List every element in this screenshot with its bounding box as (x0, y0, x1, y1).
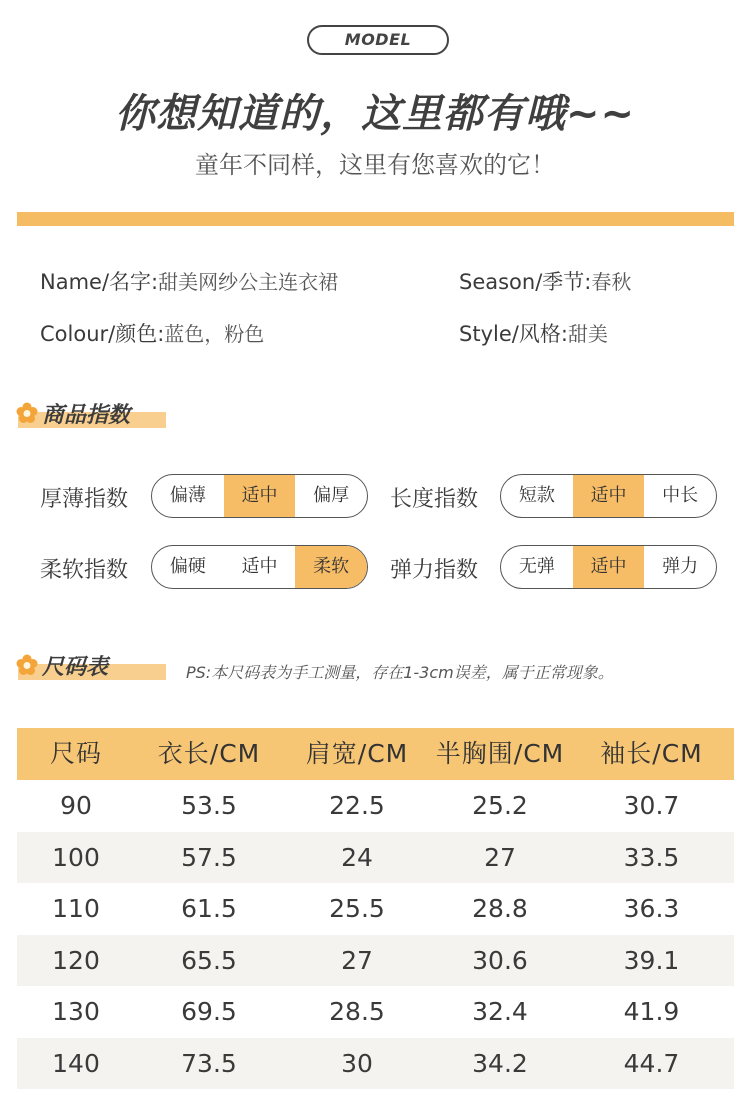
table-cell: 25.5 (329, 894, 385, 923)
colour-label: Colour/颜色: (40, 322, 165, 346)
product-name (40, 266, 338, 296)
table-cell: 44.7 (623, 1048, 680, 1078)
table-cell: 69.5 (181, 997, 237, 1026)
index-option: 偏薄 (169, 485, 206, 506)
size-heading-text: 尺码表 (42, 655, 109, 680)
table-cell: 27 (341, 945, 373, 975)
table-row (17, 935, 734, 987)
index-option: 适中 (241, 556, 278, 577)
table-cell: 110 (52, 894, 100, 923)
table-cell: 57.5 (181, 842, 237, 872)
table-cell: 30.7 (623, 791, 680, 820)
index-option: 偏厚 (313, 485, 350, 506)
index-heading-text: 商品指数 (42, 403, 131, 428)
index-label: 厚薄指数 (40, 487, 129, 512)
index-selector (500, 474, 717, 518)
table-header (17, 728, 734, 780)
index-selector (151, 474, 368, 518)
table-row (17, 780, 734, 832)
table-cell: 120 (52, 945, 100, 975)
index-option: 中长 (662, 485, 699, 506)
style-value: 甜美 (567, 322, 608, 346)
table-cell: 90 (60, 791, 92, 820)
index-section-heading (0, 398, 200, 432)
flower-icon (16, 402, 38, 424)
name-value: 甜美网纱公主连衣裙 (158, 270, 339, 294)
table-cell: 100 (52, 842, 100, 872)
index-selector (500, 545, 717, 589)
page-subtitle: 童年不同样，这里有您喜欢的它！ (195, 151, 555, 179)
table-cell: 73.5 (181, 1048, 237, 1078)
table-cell: 34.2 (472, 1048, 528, 1078)
table-cell: 36.3 (623, 894, 680, 923)
table-cell: 130 (52, 997, 100, 1026)
model-label: MODEL (307, 25, 449, 55)
size-section-heading (0, 650, 200, 684)
table-cell: 61.5 (181, 894, 237, 923)
index-option: 适中 (224, 475, 296, 517)
style-label: Style/风格: (459, 322, 568, 346)
index-label: 长度指数 (390, 487, 479, 512)
name-label: Name/名字: (40, 270, 159, 294)
table-cell: 22.5 (329, 791, 385, 820)
index-option: 偏硬 (169, 556, 206, 577)
size-table (17, 728, 734, 1089)
table-cell: 41.9 (623, 997, 680, 1026)
table-cell: 32.4 (472, 997, 528, 1026)
table-cell: 28.5 (329, 997, 385, 1026)
index-option: 适中 (573, 475, 645, 517)
column-header: 半胸围/CM (435, 739, 565, 768)
table-cell: 28.8 (472, 894, 528, 923)
flower-icon (16, 654, 38, 676)
table-cell: 24 (341, 842, 373, 872)
season-value: 春秋 (591, 270, 632, 294)
table-cell: 30.6 (472, 945, 528, 975)
table-row (17, 1038, 734, 1090)
product-colour (40, 318, 264, 348)
index-option: 弹力 (662, 556, 699, 577)
page-title: 你想知道的，这里都有哦~~ (114, 91, 636, 137)
table-row (17, 883, 734, 935)
index-label: 弹力指数 (390, 558, 479, 583)
measurement-note: PS:本尺码表为手工测量，存在1-3cm误差，属于正常现象。 (186, 663, 614, 682)
column-header: 尺码 (49, 739, 102, 768)
product-season (459, 266, 631, 296)
table-cell: 39.1 (623, 945, 680, 975)
table-cell: 33.5 (623, 842, 680, 872)
table-cell: 53.5 (181, 791, 237, 820)
table-row (17, 986, 734, 1038)
colour-value: 蓝色，粉色 (164, 322, 265, 346)
index-option: 柔软 (295, 546, 367, 588)
table-cell: 27 (484, 842, 516, 872)
table-row (17, 832, 734, 884)
column-header: 袖长/CM (600, 739, 703, 768)
table-cell: 65.5 (181, 945, 237, 975)
table-cell: 25.2 (472, 791, 528, 820)
column-header: 肩宽/CM (305, 739, 409, 768)
index-selector (151, 545, 368, 589)
index-option: 短款 (518, 485, 555, 506)
accent-divider (17, 212, 734, 226)
table-cell: 140 (52, 1048, 100, 1078)
index-option: 无弹 (518, 556, 555, 577)
index-label: 柔软指数 (40, 558, 129, 583)
index-option: 适中 (573, 546, 645, 588)
season-label: Season/季节: (459, 270, 592, 294)
column-header: 衣长/CM (157, 739, 261, 768)
table-cell: 30 (341, 1048, 373, 1078)
product-style (459, 318, 608, 348)
